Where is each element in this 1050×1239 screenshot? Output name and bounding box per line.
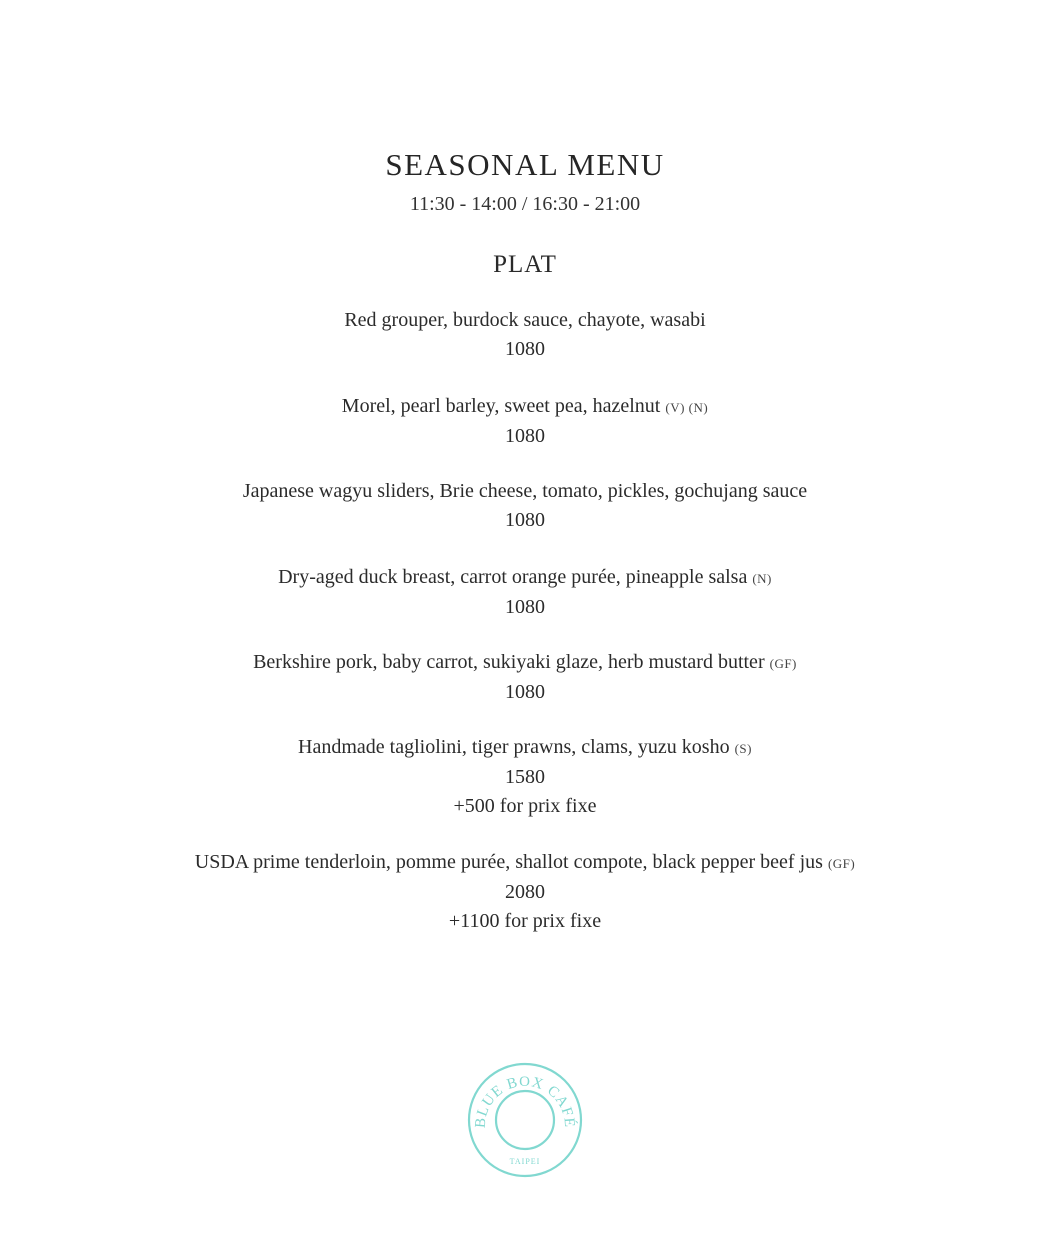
dish-price: 1080 xyxy=(505,596,545,618)
dish-name-line xyxy=(0,306,1050,335)
dish-price: 1080 xyxy=(505,425,545,447)
dish-price: 2080 xyxy=(505,881,545,903)
dietary-tags: (N) xyxy=(752,571,772,586)
dish-name-line xyxy=(0,733,1050,763)
dish-name: Dry-aged duck breast, carrot orange purée, pineapple salsa xyxy=(278,566,748,588)
dish-price: 1080 xyxy=(505,509,545,531)
logo-text-top: BLUE BOX CAFÉ xyxy=(472,1074,578,1129)
prix-fixe-note: +1100 for prix fixe xyxy=(448,910,602,932)
section-title: PLAT xyxy=(493,251,557,278)
logo-text-bottom: TAIPEI xyxy=(509,1157,541,1166)
dish-item xyxy=(0,733,1050,821)
dish-name-line xyxy=(0,392,1050,422)
dish-name: Red grouper, burdock sauce, chayote, wasabi xyxy=(344,309,706,331)
dish-name-line xyxy=(0,477,1050,506)
dish-name: USDA prime tenderloin, pomme purée, shallot compote, black pepper beef jus xyxy=(194,851,823,873)
dish-item xyxy=(0,477,1050,535)
dish-item xyxy=(0,306,1050,364)
dish-name: Morel, pearl barley, sweet pea, hazelnut xyxy=(341,395,661,417)
opening-hours: 11:30 - 14:00 / 16:30 - 21:00 xyxy=(409,193,641,215)
blue-box-cafe-logo xyxy=(465,1060,585,1180)
dish-name-line xyxy=(0,848,1050,878)
logo-inner-ring xyxy=(496,1091,554,1149)
dish-name-line xyxy=(0,563,1050,593)
dish-item xyxy=(0,848,1050,936)
dietary-tags: (GF) xyxy=(827,856,856,871)
dietary-tags: (S) xyxy=(734,741,752,756)
dish-price: 1580 xyxy=(505,766,545,788)
dish-item xyxy=(0,392,1050,451)
dish-price: 1080 xyxy=(505,681,545,703)
dish-item xyxy=(0,563,1050,622)
prix-fixe-note: +500 for prix fixe xyxy=(453,795,597,817)
dish-name: Japanese wagyu sliders, Brie cheese, tomato, pickles, gochujang sauce xyxy=(242,480,808,502)
dish-name: Berkshire pork, baby carrot, sukiyaki glaze, herb mustard butter xyxy=(253,651,765,673)
dish-item xyxy=(0,648,1050,707)
dish-name: Handmade tagliolini, tiger prawns, clams, yuzu kosho xyxy=(298,736,730,758)
menu-title: SEASONAL MENU xyxy=(385,147,665,182)
dietary-tags: (GF) xyxy=(769,656,797,671)
dish-name-line xyxy=(0,648,1050,678)
dietary-tags: (V) (N) xyxy=(665,400,709,415)
dish-price: 1080 xyxy=(505,338,545,360)
